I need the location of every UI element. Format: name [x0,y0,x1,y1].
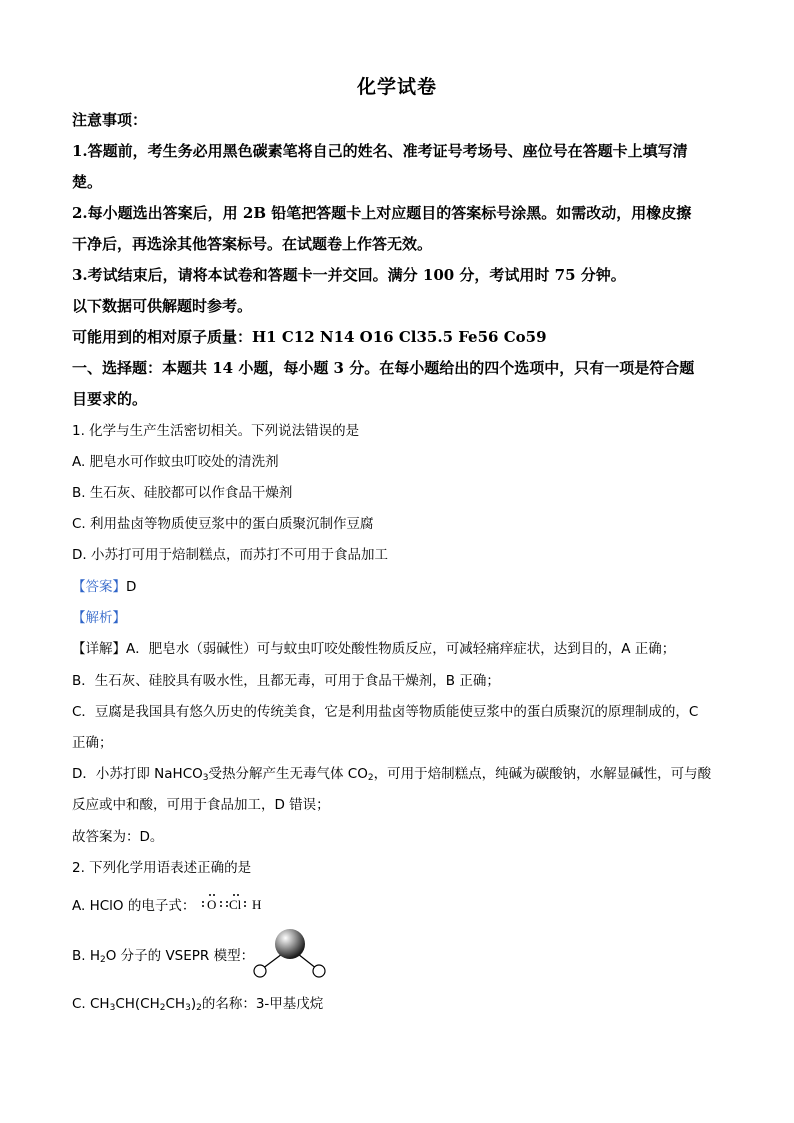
option-c-sub3: 3 [185,1003,191,1013]
analysis-tag: 【解析】 [72,610,126,626]
notice-item-1-cont: 楚。 [72,173,103,191]
question-1-option-d: D. 小苏打可用于焙制糕点，而苏打不可用于食品加工 [72,547,388,563]
option-c-part4: ) [190,996,197,1012]
question-2-option-c [72,994,732,1014]
notice-heading: 注意事项： [72,111,148,129]
notice-item-3: 3.考试结束后，请将本试卷和答题卡一并交回。满分 100 分，考试用时 75 分钟。 [72,266,626,284]
option-c-sub4: 2 [196,1003,202,1013]
answer-value: D [126,579,137,595]
detail-b: B．生石灰、硅胶具有吸水性，且都无毒，可用于食品干燥剂，B 正确； [72,673,500,689]
question-1-stem: 1. 化学与生产生活密切相关。下列说法错误的是 [72,423,360,439]
detail-d-sub1: 3 [202,773,209,783]
option-a-text: A. HClO 的电子式： [72,898,196,914]
question-2-stem: 2. 下列化学用语表述正确的是 [72,860,252,876]
page-title: 化学试卷 [356,76,437,98]
detail-d-part3: ，可用于焙制糕点，纯碱为碳酸钠，水解显碱性，可与酸 [373,766,712,782]
option-c-part3: CH [165,996,186,1012]
question-1-option-c: C. 利用盐卤等物质使豆浆中的蛋白质聚沉制作豆腐 [72,516,374,532]
question-2-option-a [72,892,732,920]
question-1-option-b: B. 生石灰、硅胶都可以作食品干燥剂 [72,485,293,501]
detail-c-cont: 正确； [72,735,113,751]
question-2-option-b [72,946,732,966]
atom-h: H [251,897,262,912]
notice-reference: 以下数据可供解题时参考。 [72,297,253,315]
detail-d-part2: 受热分解产生无毒气体 CO [208,766,368,782]
electron-dots-icon [200,892,270,914]
option-c-part5: 的名称：3-甲基戊烷 [201,996,324,1012]
detail-d [72,764,732,784]
question-1-option-a: A. 肥皂水可作蚊虫叮咬处的清洗剂 [72,454,279,470]
notice-item-1: 1.答题前，考生务必用黑色碳素笔将自己的姓名、准考证号考场号、座位号在答题卡上填写清 [72,142,688,160]
section-heading-cont: 目要求的。 [72,390,148,408]
conclusion: 故答案为：D。 [72,829,164,845]
answer-tag: 【答案】 [72,579,126,595]
hclo-electron-formula [200,892,270,920]
option-b-sub: 2 [100,955,106,965]
atom-o: O [206,897,217,912]
detail-c: C．豆腐是我国具有悠久历史的传统美食，它是利用盐卤等物质能使豆浆中的蛋白质聚沉的原理制成的，C [72,704,699,720]
option-c-sub2: 2 [159,1003,166,1013]
detail-a: 【详解】A．肥皂水（弱碱性）可与蚊虫叮咬处酸性物质反应，可减轻痛痒症状，达到目的，A 正确； [72,641,676,657]
notice-item-2-cont: 干净后，再选涂其他答案标号。在试题卷上作答无效。 [72,235,433,253]
atom-cl: Cl [228,897,241,912]
vsepr-model-icon [250,926,330,982]
notice-item-2: 2.每小题选出答案后，用 2B 铅笔把答题卡上对应题目的答案标号涂黑。如需改动，用橡皮擦 [72,204,692,222]
detail-d-part1: D．小苏打即 NaHCO [72,766,203,782]
option-c-part1: C. CH [72,996,110,1012]
option-b-part2: O 分子的 VSEPR 模型： [105,948,255,964]
section-heading: 一、选择题：本题共 14 小题，每小题 3 分。在每小题给出的四个选项中，只有一项是符合题 [72,359,695,377]
detail-d-cont: 反应或中和酸，可用于食品加工，D 错误； [72,797,330,813]
answer-line [72,577,732,597]
detail-d-sub2: 2 [367,773,374,783]
atomic-mass-line: 可能用到的相对原子质量：H1 C12 N14 O16 Cl35.5 Fe56 Co59 [72,328,547,346]
option-c-sub1: 3 [109,1003,116,1013]
option-b-part1: B. H [72,948,100,964]
option-c-part2: CH(CH [115,996,160,1012]
